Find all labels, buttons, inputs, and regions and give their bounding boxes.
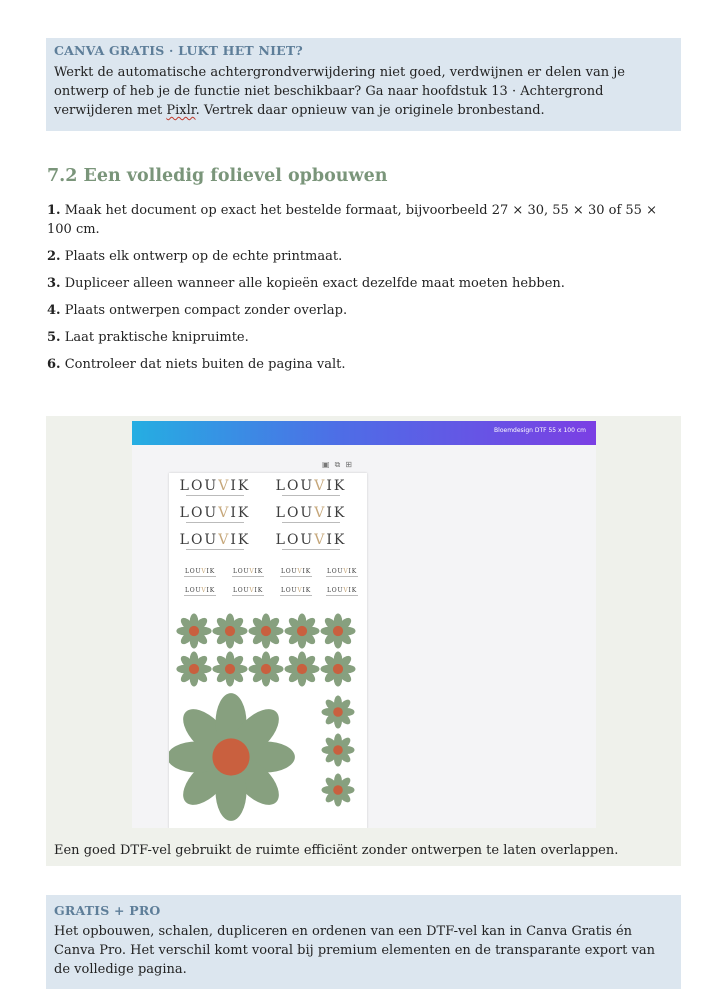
page-tools <box>322 460 357 470</box>
logo-text-right: IK <box>206 568 215 575</box>
step-number: 6. <box>47 357 61 372</box>
step-item <box>47 201 667 239</box>
flower-center <box>261 626 271 636</box>
flower-sticker <box>321 614 356 649</box>
logo-text-left: LOU <box>185 568 202 575</box>
flower-sticker <box>285 652 320 687</box>
logo-text-v: V <box>297 587 303 594</box>
logo-text-v: V <box>249 568 255 575</box>
logo-text-v: V <box>314 532 327 548</box>
step-item <box>47 355 667 374</box>
logo-text-right: IK <box>302 568 311 575</box>
logo-text-v: V <box>314 478 327 494</box>
step-number: 2. <box>47 249 61 264</box>
flower-center <box>261 664 271 674</box>
flower-center <box>333 626 343 636</box>
logo-text-v: V <box>343 587 349 594</box>
logo-text-left: LOU <box>275 532 315 548</box>
logo-text-left: LOU <box>281 587 298 594</box>
logo-text-left: LOU <box>179 478 219 494</box>
callout-title: CANVA GRATIS · LUKT HET NIET? <box>54 43 303 58</box>
logo-text-left: LOU <box>179 505 219 521</box>
steps-list <box>47 201 667 382</box>
figure-caption: Een goed DTF-vel gebruikt de ruimte efficiënt zonder ontwerpen te laten overlappen. <box>54 843 619 858</box>
step-item <box>47 328 667 347</box>
logo-text-left: LOU <box>233 568 250 575</box>
step-text: Plaats ontwerpen compact zonder overlap. <box>64 303 348 318</box>
step-text: Plaats elk ontwerp op de echte printmaat. <box>64 249 343 264</box>
step-item <box>47 274 667 293</box>
logo-text-v: V <box>249 587 255 594</box>
flower-sticker <box>249 652 284 687</box>
flower-center <box>333 707 343 717</box>
tip-callout-canva-gratis <box>46 38 681 131</box>
logo-text-right: IK <box>254 587 263 594</box>
flower-sticker <box>176 614 211 649</box>
section-heading: 7.2 Een volledig folievel opbouwen <box>47 166 388 186</box>
logo-text-right: IK <box>326 532 347 548</box>
step-item <box>47 247 667 266</box>
flower-center <box>189 664 199 674</box>
add-page-icon[interactable]: ⊞ <box>345 460 357 469</box>
step-text: Controleer dat niets buiten de pagina valt. <box>64 357 346 372</box>
flower-layer <box>169 473 367 828</box>
canva-document-title: Bloemdesign DTF 55 x 100 cm <box>494 427 586 434</box>
flower-sticker <box>322 774 355 807</box>
logo-text-left: LOU <box>179 532 219 548</box>
flower-sticker <box>321 652 356 687</box>
logo-text-v: V <box>343 568 349 575</box>
logo-text-v: V <box>314 505 327 521</box>
flower-sticker <box>249 614 284 649</box>
flower-sticker <box>322 734 355 767</box>
flower-center <box>189 626 199 636</box>
step-text: Dupliceer alleen wanneer alle kopieën exact dezelfde maat moeten hebben. <box>64 276 565 291</box>
logo-text-v: V <box>201 587 207 594</box>
flower-center <box>225 664 235 674</box>
flower-sticker <box>176 652 211 687</box>
step-text: Laat praktische knipruimte. <box>64 330 249 345</box>
flower-center <box>333 745 343 755</box>
logo-text-left: LOU <box>233 587 250 594</box>
logo-text-right: IK <box>230 532 251 548</box>
flower-center <box>225 626 235 636</box>
logo-text-right: IK <box>348 587 357 594</box>
logo-text-right: IK <box>326 478 347 494</box>
logo-text-left: LOU <box>275 505 315 521</box>
flower-center <box>297 626 307 636</box>
flower-sticker <box>212 614 247 649</box>
flower-sticker <box>212 652 247 687</box>
flower-center <box>333 785 343 795</box>
logo-text-left: LOU <box>281 568 298 575</box>
logo-text-v: V <box>218 478 231 494</box>
flower-sticker <box>285 614 320 649</box>
logo-text-right: IK <box>230 505 251 521</box>
step-number: 5. <box>47 330 61 345</box>
logo-text-left: LOU <box>327 587 344 594</box>
callout-body-text: Werkt de automatische achtergrondverwijdering niet goed, verdwijnen er delen van je ontwerp of heb je de functie niet beschikbaar? Ga naar hoofdstuk 13 · Achtergrond verwijderen met <box>54 65 625 118</box>
logo-text-v: V <box>218 532 231 548</box>
figure-panel <box>46 416 681 866</box>
logo-text-right: IK <box>230 478 251 494</box>
logo-text-left: LOU <box>185 587 202 594</box>
logo-text-right: IK <box>326 505 347 521</box>
logo-text-v: V <box>201 568 207 575</box>
canva-page[interactable] <box>169 473 367 828</box>
logo-text-right: IK <box>302 587 311 594</box>
flower-center <box>333 664 343 674</box>
callout-body <box>54 63 673 120</box>
logo-text-v: V <box>218 505 231 521</box>
step-number: 3. <box>47 276 61 291</box>
step-item <box>47 301 667 320</box>
callout-title: GRATIS + PRO <box>54 903 161 918</box>
canva-top-bar <box>132 421 596 445</box>
logo-text-right: IK <box>254 568 263 575</box>
duplicate-page-icon[interactable]: ⧉ <box>334 460 346 469</box>
logo-text-right: IK <box>206 587 215 594</box>
flower-center <box>297 664 307 674</box>
lock-icon[interactable]: ▣ <box>322 460 335 469</box>
step-number: 4. <box>47 303 61 318</box>
tip-callout-gratis-pro <box>46 895 681 989</box>
callout-body: Het opbouwen, schalen, dupliceren en ordenen van een DTF-vel kan in Canva Gratis én Canva Pro. Het verschil komt vooral bij premium elementen en de transparante export van de volledige pagina. <box>54 924 655 977</box>
canva-editor-screenshot <box>132 421 596 828</box>
flower-sticker <box>169 693 295 821</box>
logo-text-v: V <box>297 568 303 575</box>
logo-text-left: LOU <box>275 478 315 494</box>
logo-text-left: LOU <box>327 568 344 575</box>
flower-sticker <box>322 696 355 729</box>
flower-center <box>212 738 249 775</box>
callout-body-text-end: . Vertrek daar opnieuw van je originele bronbestand. <box>195 103 545 118</box>
logo-text-right: IK <box>348 568 357 575</box>
step-text: Maak het document op exact het bestelde formaat, bijvoorbeeld 27 × 30, 55 × 30 of 55 × 100 cm. <box>47 203 657 237</box>
pixlr-text: Pixlr <box>166 103 196 118</box>
step-number: 1. <box>47 203 61 218</box>
